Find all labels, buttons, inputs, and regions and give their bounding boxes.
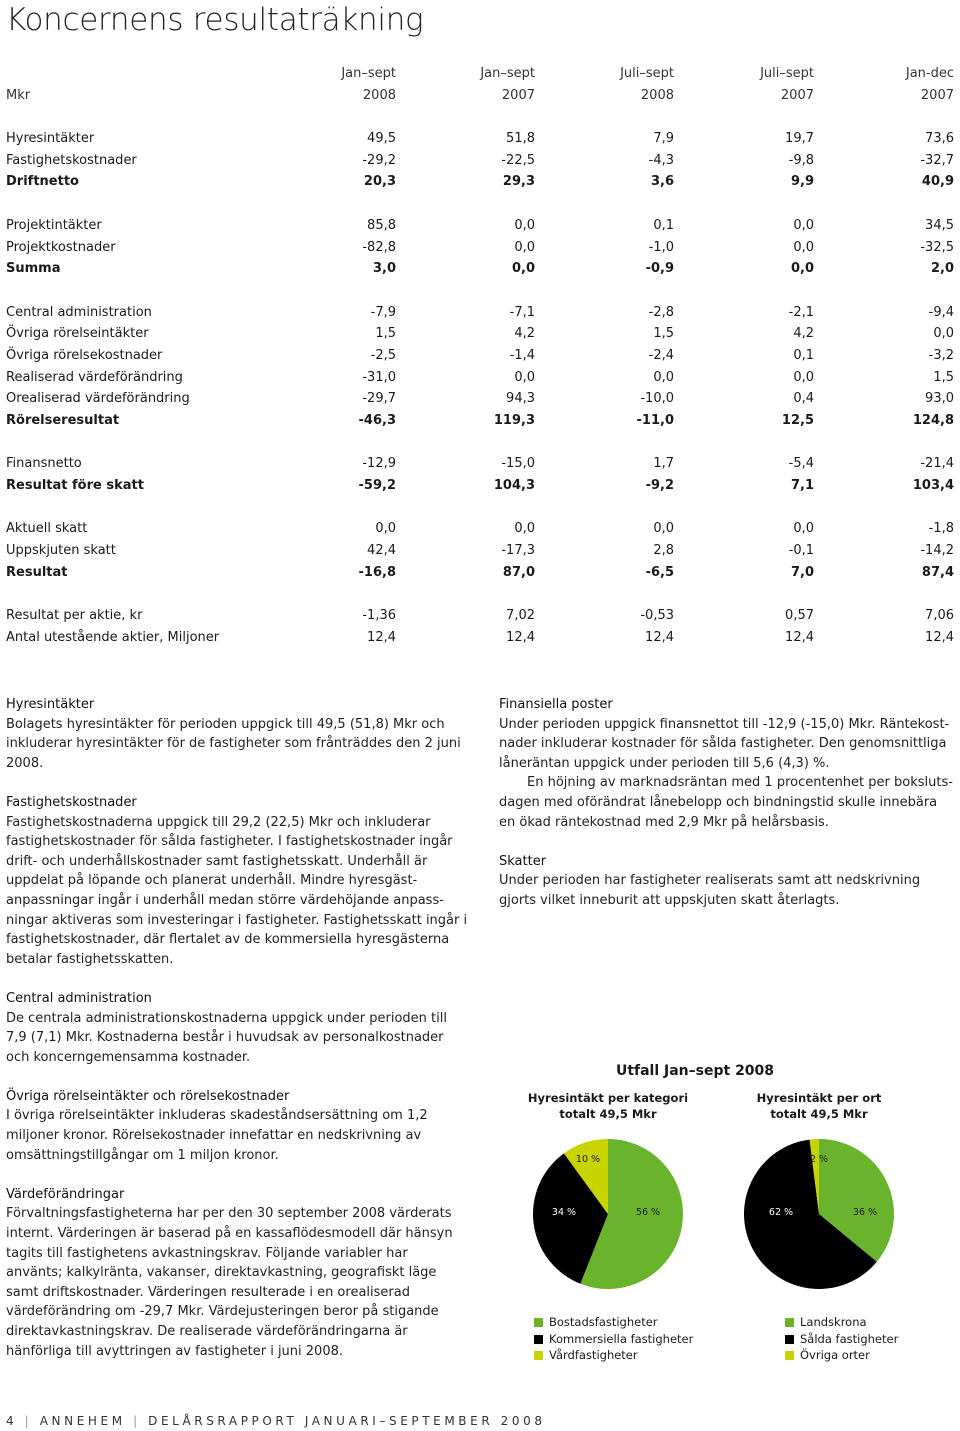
table-cell: -59,2 (358, 478, 396, 494)
table-cell: -1,0 (648, 239, 674, 255)
legend-label: Vårdfastigheter (549, 1348, 638, 1362)
table-cell: 93,0 (925, 391, 954, 407)
table-cell: 0,0 (933, 326, 954, 342)
legend-category (534, 1314, 693, 1364)
table-cell: 12,4 (645, 629, 674, 645)
row-label: Uppskjuten skatt (6, 543, 116, 559)
text-section (6, 793, 468, 969)
chart-title-location (734, 1090, 904, 1122)
table-row (6, 258, 956, 280)
table-row (6, 128, 956, 150)
table-cell: 0,0 (793, 239, 814, 255)
table-cell: 2,0 (930, 261, 954, 277)
header-cell: 2007 (780, 87, 814, 103)
table-cell: 85,8 (367, 217, 396, 233)
table-cell: -82,8 (362, 239, 396, 255)
row-label: Projektintäkter (6, 217, 102, 233)
header-cell: 2008 (640, 87, 674, 103)
table-cell: 12,4 (785, 629, 814, 645)
table-row (6, 171, 956, 193)
row-label: Antal utestående aktier, Miljoner (6, 629, 220, 645)
legend-item (785, 1347, 898, 1364)
table-cell: -1,8 (928, 521, 954, 537)
row-label: Central administration (6, 304, 152, 320)
section-paragraph: I övriga rörelseintäkter inkluderas skadeståndsersättning om 1,2 miljoner kronor. Rörelsekostnader innefattar en nedskrivning av omsättningstillgångar om 1 miljon kronor. (6, 1108, 428, 1163)
right-text-column (499, 695, 954, 930)
table-cell: 49,5 (367, 131, 396, 147)
table-cell: -10,0 (640, 391, 674, 407)
table-cell: -9,2 (645, 478, 674, 494)
legend-swatch (785, 1318, 794, 1327)
chart-title-line: totalt 49,5 Mkr (770, 1107, 868, 1121)
table-cell: 1,5 (375, 326, 396, 342)
table-cell: -29,7 (362, 391, 396, 407)
table-cell: 87,0 (502, 564, 535, 580)
table-cell: 7,1 (790, 478, 814, 494)
table-cell: 7,06 (925, 608, 954, 624)
header-cell: Jan–sept (480, 66, 535, 81)
header-cell: Juli–sept (760, 66, 814, 81)
row-label: Finansnetto (6, 456, 82, 472)
legend-label: Övriga orter (800, 1348, 870, 1362)
table-cell: 0,0 (514, 239, 535, 255)
row-label: Resultat per aktie, kr (6, 608, 143, 624)
page-footer (6, 1414, 546, 1428)
pie-slice-label: 56 % (635, 1207, 661, 1218)
table-cell: 34,5 (925, 217, 954, 233)
table-row (6, 518, 956, 540)
table-cell: 0,0 (511, 261, 535, 277)
section-heading: Fastighetskostnader (6, 794, 137, 810)
table-cell: 0,1 (653, 217, 674, 233)
text-section (6, 1087, 468, 1165)
table-cell: 0,1 (793, 347, 814, 363)
header-cell: 2008 (362, 87, 396, 103)
chart-title-category (523, 1090, 693, 1122)
table-cell: 12,4 (925, 629, 954, 645)
table-cell: -46,3 (358, 413, 396, 428)
table-cell: 42,4 (367, 543, 396, 559)
header-cell: 2007 (501, 87, 535, 103)
table-cell: -17,3 (501, 543, 535, 559)
text-section (499, 852, 954, 911)
charts-title: Utfall Jan–sept 2008 (615, 1063, 775, 1079)
legend-label: Sålda fastigheter (800, 1331, 899, 1346)
table-cell: -0,53 (640, 608, 674, 624)
table-cell: 0,0 (793, 369, 814, 385)
table-row (6, 367, 956, 389)
legend-label: Kommersiella fastigheter (549, 1331, 694, 1346)
table-cell: -6,5 (645, 564, 674, 580)
table-cell: -29,2 (362, 152, 396, 168)
legend-item (534, 1347, 693, 1364)
table-cell: -21,4 (920, 456, 954, 472)
table-cell: -1,4 (509, 347, 535, 363)
table-cell: 0,0 (793, 521, 814, 537)
section-heading: Skatter (499, 853, 547, 869)
header-cell: 2007 (920, 87, 954, 103)
header-cell: Jan-dec (905, 66, 954, 81)
section-paragraph: Förvaltningsfastigheterna har per den 30 september 2008 värderats internt. Värderingen är baserad på en kassaflödesmodell där hänsyn tagits till fastighetens avkastningskrav. Följande variabler har använts; kalkylränta, vakanser, direktavkastning, geografiskt läge samt driftskostnader. Värderingen resulterade i en orealiserad värdeförändring om -29,7 Mkr. Värdejusteringen beror på stigande direktavkastningskrav. De realiserade värdeförändringarna är hänförliga till avyttringen av fastigheter i juni 2008. (6, 1206, 453, 1359)
table-cell: -4,3 (648, 152, 674, 168)
section-heading: Central administration (6, 990, 152, 1006)
table-cell: -7,1 (509, 304, 535, 320)
chart-title-line: Hyresintäkt per ort (756, 1091, 882, 1105)
legend-swatch (534, 1335, 543, 1344)
section-paragraph: Fastighetskostnaderna uppgick till 29,2 (22,5) Mkr och inkluderar fastighetskostnader för sålda fastigheter. I fastighetskostnader ingår drift- och underhållskostnader samt fastighetsskatt. Underhåll är uppdelat på löpande och planerat underhåll. Mindre hyresgästanpassningar ingår i underhåll medan större värdehöjande anpassningar aktiveras som investeringar i fastigheter. Fastighetsskatt ingår i fastighetskostnader, där flertalet av de kommersiella hyresgästerna betalar fastighetsskatten. (6, 814, 468, 967)
table-row (6, 475, 956, 497)
row-label: Övriga rörelsekostnader (6, 347, 163, 363)
footer-company: ANNEHEM (39, 1414, 126, 1428)
pie-slice-label: 2 % (809, 1154, 829, 1165)
table-cell: 2,8 (653, 543, 674, 559)
row-label: Rörelseresultat (6, 413, 120, 428)
chart-title-line: Hyresintäkt per kategori (527, 1091, 689, 1105)
table-cell: 40,9 (921, 174, 954, 190)
table-cell: -2,5 (370, 347, 396, 363)
table-cell: -3,2 (928, 347, 954, 363)
legend-item (534, 1331, 693, 1348)
table-cell: -22,5 (501, 152, 535, 168)
table-cell: 104,3 (493, 478, 535, 494)
row-label: Projektkostnader (6, 239, 116, 255)
table-cell: 0,57 (785, 608, 814, 624)
table-cell: -2,8 (648, 304, 674, 320)
legend-swatch (534, 1318, 543, 1327)
row-label: Övriga rörelseintäkter (6, 326, 149, 342)
table-cell: -11,0 (636, 413, 674, 428)
table-row (6, 453, 956, 475)
table-cell: 12,4 (506, 629, 535, 645)
table-cell: 3,0 (372, 261, 396, 277)
section-paragraph: Under perioden uppgick finansnettot till -12,9 (-15,0) Mkr. Räntekostnader inkluderar kostnader för sålda fastigheter. Den genomsnittliga låneräntan uppgick under perioden till 5,6 (4,3) %. (499, 716, 950, 771)
legend-item (785, 1314, 898, 1331)
text-section (499, 695, 954, 832)
table-cell: -1,36 (362, 608, 396, 624)
table-cell: 124,8 (912, 413, 954, 428)
table-cell: 7,9 (653, 131, 674, 147)
table-body (6, 128, 956, 649)
table-cell: 0,0 (514, 217, 535, 233)
table-cell: 20,3 (363, 174, 396, 190)
table-cell: 0,0 (790, 261, 814, 277)
footer-report: DELÅRSRAPPORT JANUARI–SEPTEMBER 2008 (148, 1414, 546, 1428)
page-number: 4 (6, 1414, 18, 1428)
row-label: Resultat (6, 564, 68, 580)
legend-label: Bostadsfastigheter (549, 1315, 658, 1329)
table-cell: -0,9 (645, 261, 674, 277)
table-cell: 29,3 (502, 174, 535, 190)
table-cell: -2,4 (648, 347, 674, 363)
table-cell: -5,4 (788, 456, 814, 472)
page-title: Koncernens resultaträkning (6, 2, 424, 38)
section-paragraph: Under perioden har fastigheter realiserats samt att nedskrivning gjorts vilket inneburit att uppskjuten skatt återlagts. (499, 873, 921, 908)
legend-swatch (534, 1351, 543, 1360)
table-cell: -31,0 (362, 369, 396, 385)
row-label: Aktuell skatt (6, 521, 88, 537)
header-cell: Juli–sept (620, 66, 674, 81)
row-label: Fastighetskostnader (6, 152, 137, 168)
table-cell: 1,7 (653, 456, 674, 472)
table-cell: -15,0 (501, 456, 535, 472)
section-heading: Värdeförändringar (6, 1186, 125, 1202)
table-cell: 0,0 (793, 217, 814, 233)
table-cell: -9,8 (788, 152, 814, 168)
row-label: Summa (6, 261, 61, 277)
table-cell: -16,8 (358, 564, 396, 580)
table-cell: -0,1 (788, 543, 814, 559)
table-cell: 3,6 (650, 174, 674, 190)
row-label: Driftnetto (6, 174, 79, 190)
table-cell: 0,0 (375, 521, 396, 537)
chart-title-line: totalt 49,5 Mkr (559, 1107, 657, 1121)
pie-slice-label: 36 % (852, 1207, 878, 1218)
table-row (6, 605, 956, 627)
footer-separator: | (133, 1414, 141, 1428)
table-cell: 0,0 (653, 369, 674, 385)
table-cell: 0,4 (793, 391, 814, 407)
table-row (6, 540, 956, 562)
legend-swatch (785, 1335, 794, 1344)
table-cell: 7,02 (506, 608, 535, 624)
section-heading: Hyresintäkter (6, 697, 95, 712)
table-row (6, 627, 956, 649)
section-heading: Övriga rörelseintäkter och rörelsekostnader (6, 1088, 290, 1104)
legend-swatch (785, 1351, 794, 1360)
footer-separator: | (24, 1414, 33, 1428)
section-paragraph: En höjning av marknadsräntan med 1 procentenhet per bokslutsdagen med oförändrat lånebelopp och bindningstid skulle innebära en ökad räntekostnad med 2,9 Mkr på helårsbasis. (499, 775, 953, 830)
section-heading: Finansiella poster (499, 697, 613, 712)
table-cell: 9,9 (790, 174, 814, 190)
legend-item (785, 1331, 898, 1348)
table-row (6, 410, 956, 432)
table-cell: 4,2 (793, 326, 814, 342)
pie-chart-location (741, 1136, 897, 1292)
table-cell: -7,9 (370, 304, 396, 320)
legend-label: Landskrona (800, 1315, 867, 1329)
table-cell: -9,4 (928, 304, 954, 320)
pie-slice-label: 34 % (551, 1207, 577, 1218)
table-row (6, 237, 956, 259)
legend-item (534, 1314, 693, 1331)
table-cell: 4,2 (514, 326, 535, 342)
table-row (6, 150, 956, 172)
table-cell: -2,1 (788, 304, 814, 320)
row-label: Orealiserad värdeförändring (6, 391, 190, 407)
income-statement-table (6, 63, 956, 649)
text-section (6, 989, 468, 1067)
table-cell: 73,6 (925, 131, 954, 147)
text-section (6, 1185, 468, 1361)
section-paragraph: Bolagets hyresintäkter för perioden uppgick till 49,5 (51,8) Mkr och inkluderar hyresintäkter för de fastigheter som frånträddes den 2 juni 2008. (6, 716, 461, 771)
table-row (6, 302, 956, 324)
table-cell: 12,4 (367, 629, 396, 645)
table-cell: 1,5 (933, 369, 954, 385)
table-cell: 12,5 (781, 413, 814, 428)
table-cell: 0,0 (514, 521, 535, 537)
table-cell: -12,9 (362, 456, 396, 472)
left-text-column (6, 695, 468, 1381)
table-cell: 19,7 (785, 131, 814, 147)
table-cell: 119,3 (493, 413, 535, 428)
pie-slice-label: 10 % (575, 1154, 601, 1165)
header-cell: Jan–sept (341, 66, 396, 81)
table-cell: 94,3 (506, 391, 535, 407)
table-cell: 87,4 (921, 564, 954, 580)
pie-slice-label: 62 % (768, 1207, 794, 1218)
row-label: Resultat före skatt (6, 478, 144, 494)
table-header-row-years (6, 85, 956, 107)
unit-label: Mkr (6, 87, 31, 103)
table-cell: -32,5 (920, 239, 954, 255)
table-row (6, 215, 956, 237)
table-cell: 0,0 (514, 369, 535, 385)
table-row (6, 562, 956, 584)
table-row (6, 388, 956, 410)
table-cell: -32,7 (920, 152, 954, 168)
table-cell: -14,2 (920, 543, 954, 559)
section-paragraph: De centrala administrationskostnaderna uppgick under perioden till 7,9 (7,1) Mkr. Kostnaderna består i huvudsak av personalkostnader och koncerngemensamma kostnader. (6, 1010, 447, 1065)
row-label: Realiserad värdeförändring (6, 369, 183, 385)
table-cell: 1,5 (653, 326, 674, 342)
table-cell: 7,0 (790, 564, 814, 580)
table-cell: 0,0 (653, 521, 674, 537)
table-cell: 103,4 (912, 478, 954, 494)
pie-chart-category (530, 1136, 686, 1292)
row-label: Hyresintäkter (6, 131, 95, 147)
table-row (6, 345, 956, 367)
legend-location (785, 1314, 898, 1364)
table-row (6, 323, 956, 345)
table-cell: 51,8 (506, 131, 535, 147)
text-section (6, 695, 468, 773)
table-header-row-periods (6, 63, 956, 85)
